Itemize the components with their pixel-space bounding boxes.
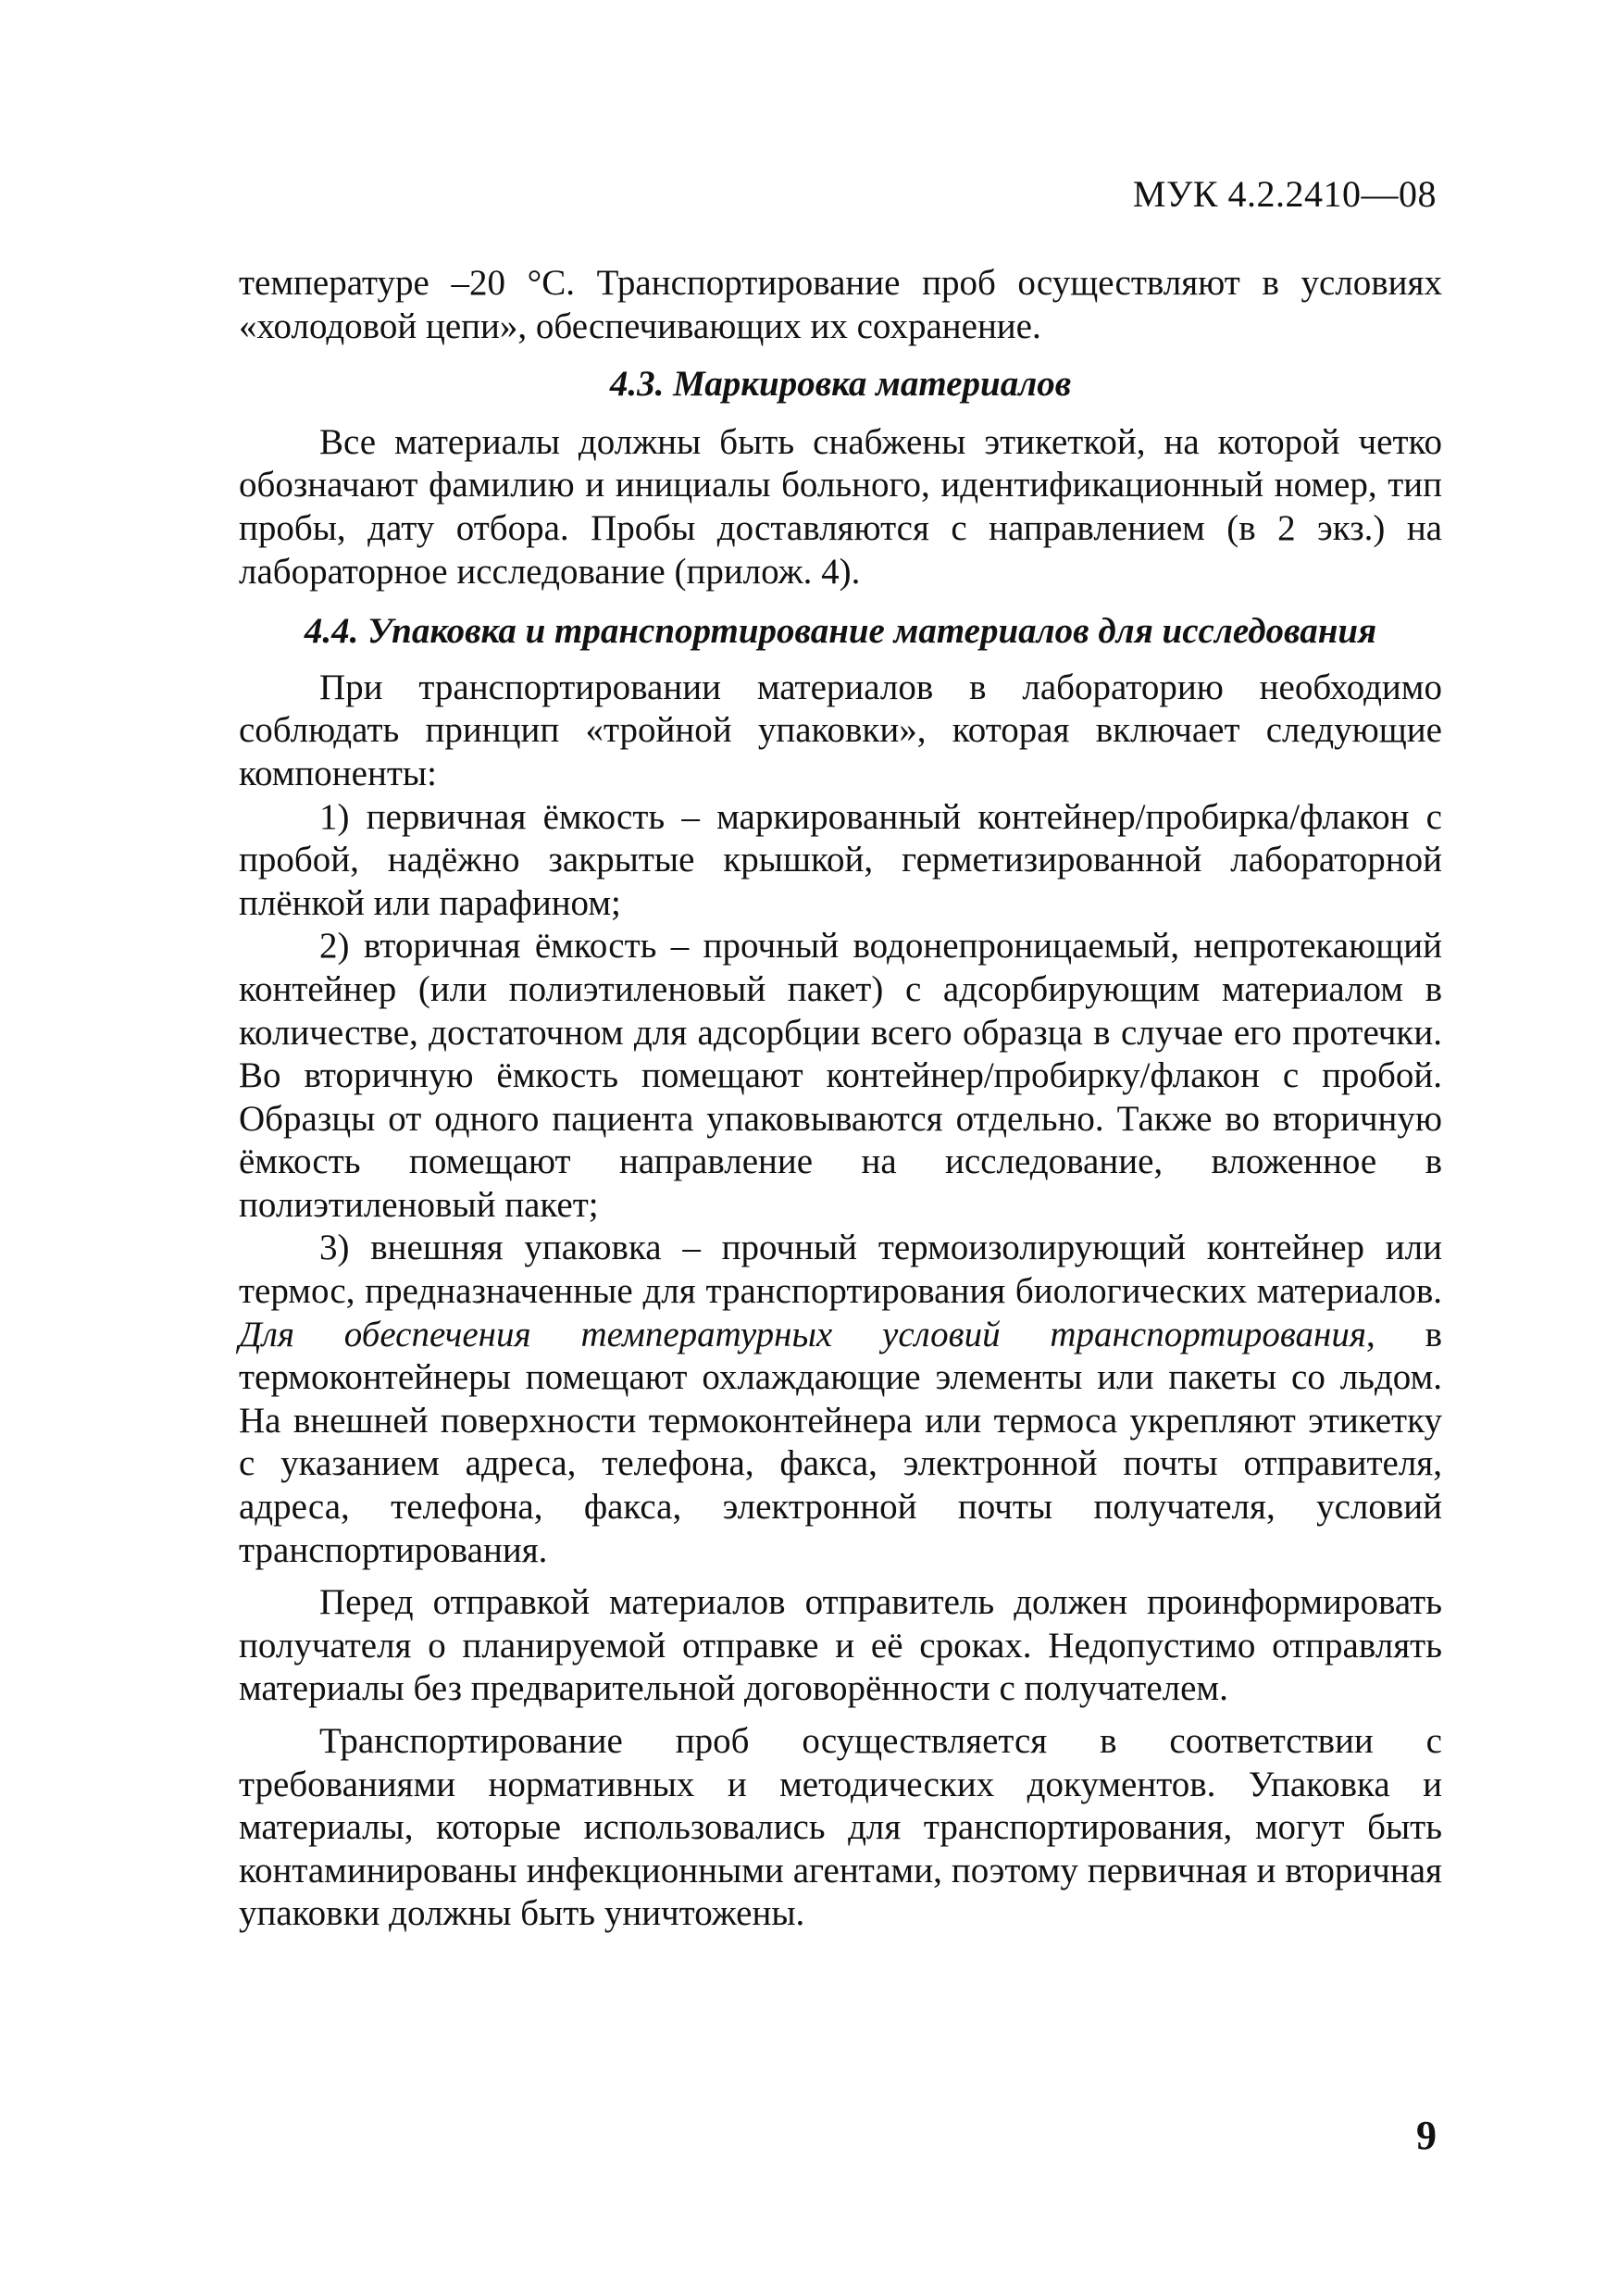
document-body [239, 262, 1442, 1936]
list-item-primary-container: 1) первичная ёмкость – маркированный контейнер/пробирка/флакон с пробой, надёжно закрытые крышкой, герметизированной лабораторной плёнкой или парафином; [239, 796, 1442, 923]
list-item-outer-packaging [239, 1227, 1442, 1572]
list-item-secondary-container: 2) вторичная ёмкость – прочный водонепроницаемый, непротекающий контейнер (или полиэтиленовый пакет) с адсорбирующим материалом в количестве, достаточном для адсорбции всего образца в случае его протечки. Во вторичную ёмкость помещают контейнер/пробирку/флакон с пробой. Образцы от одного пациента упаковываются отдельно. Также во вторичную ёмкость помещают направление на исследование, вложенное в полиэтиленовый пакет; [239, 926, 1442, 1225]
paragraph-sender-notification: Перед отправкой материалов отправитель должен проинформировать получателя о планируемой отправке и её сроках. Недопустимо отправлять материалы без предварительной договорённости с получателем. [239, 1582, 1442, 1709]
paragraph-transport-requirements: Транспортирование проб осуществляется в соответствии с требованиями нормативных и методических документов. Упаковка и материалы, которые использовались для транспортирования, могут быть контаминированы инфекционными агентами, поэтому первичная и вторичная упаковки должны быть уничтожены. [239, 1721, 1442, 1934]
outer-packaging-text-end: , в термоконтейнеры помещают охлаждающие элементы или пакеты со льдом. На внешней поверхности термоконтейнера или термоса укрепляют этикетку с указанием адреса, телефона, факса, электронной почты отправителя, адреса, телефона, факса, электронной почты получателя, условий транспортирования. [239, 1314, 1442, 1570]
paragraph-labeling: Все материалы должны быть снабжены этикеткой, на которой четко обозначают фамилию и инициалы больного, идентификационный номер, тип пробы, дату отбора. Пробы доставляются с направлением (в 2 экз.) на лабораторное исследование (прилож. 4). [239, 421, 1442, 592]
document-code-header: МУК 4.2.2410—08 [1132, 173, 1437, 215]
paragraph-intro: температуре –20 °С. Транспортирование проб осуществляют в условиях «холодовой цепи», обеспечивающих их сохранение. [239, 263, 1442, 346]
outer-packaging-text-start: 3) внешняя упаковка – прочный термоизолирующий контейнер или термос, предназначенные для транспортирования биологических материалов. [239, 1228, 1442, 1312]
section-heading-4-4: 4.4. Упаковка и транспортирование материалов для исследования [304, 611, 1377, 652]
outer-packaging-text-italic: Для обеспечения температурных условий транспортирования [239, 1314, 1367, 1354]
paragraph-packaging-intro: При транспортировании материалов в лабораторию необходимо соблюдать принцип «тройной упаковки», которая включает следующие компоненты: [239, 667, 1442, 793]
page-number: 9 [1416, 2113, 1437, 2158]
section-heading-4-3: 4.3. Маркировка материалов [609, 364, 1072, 405]
